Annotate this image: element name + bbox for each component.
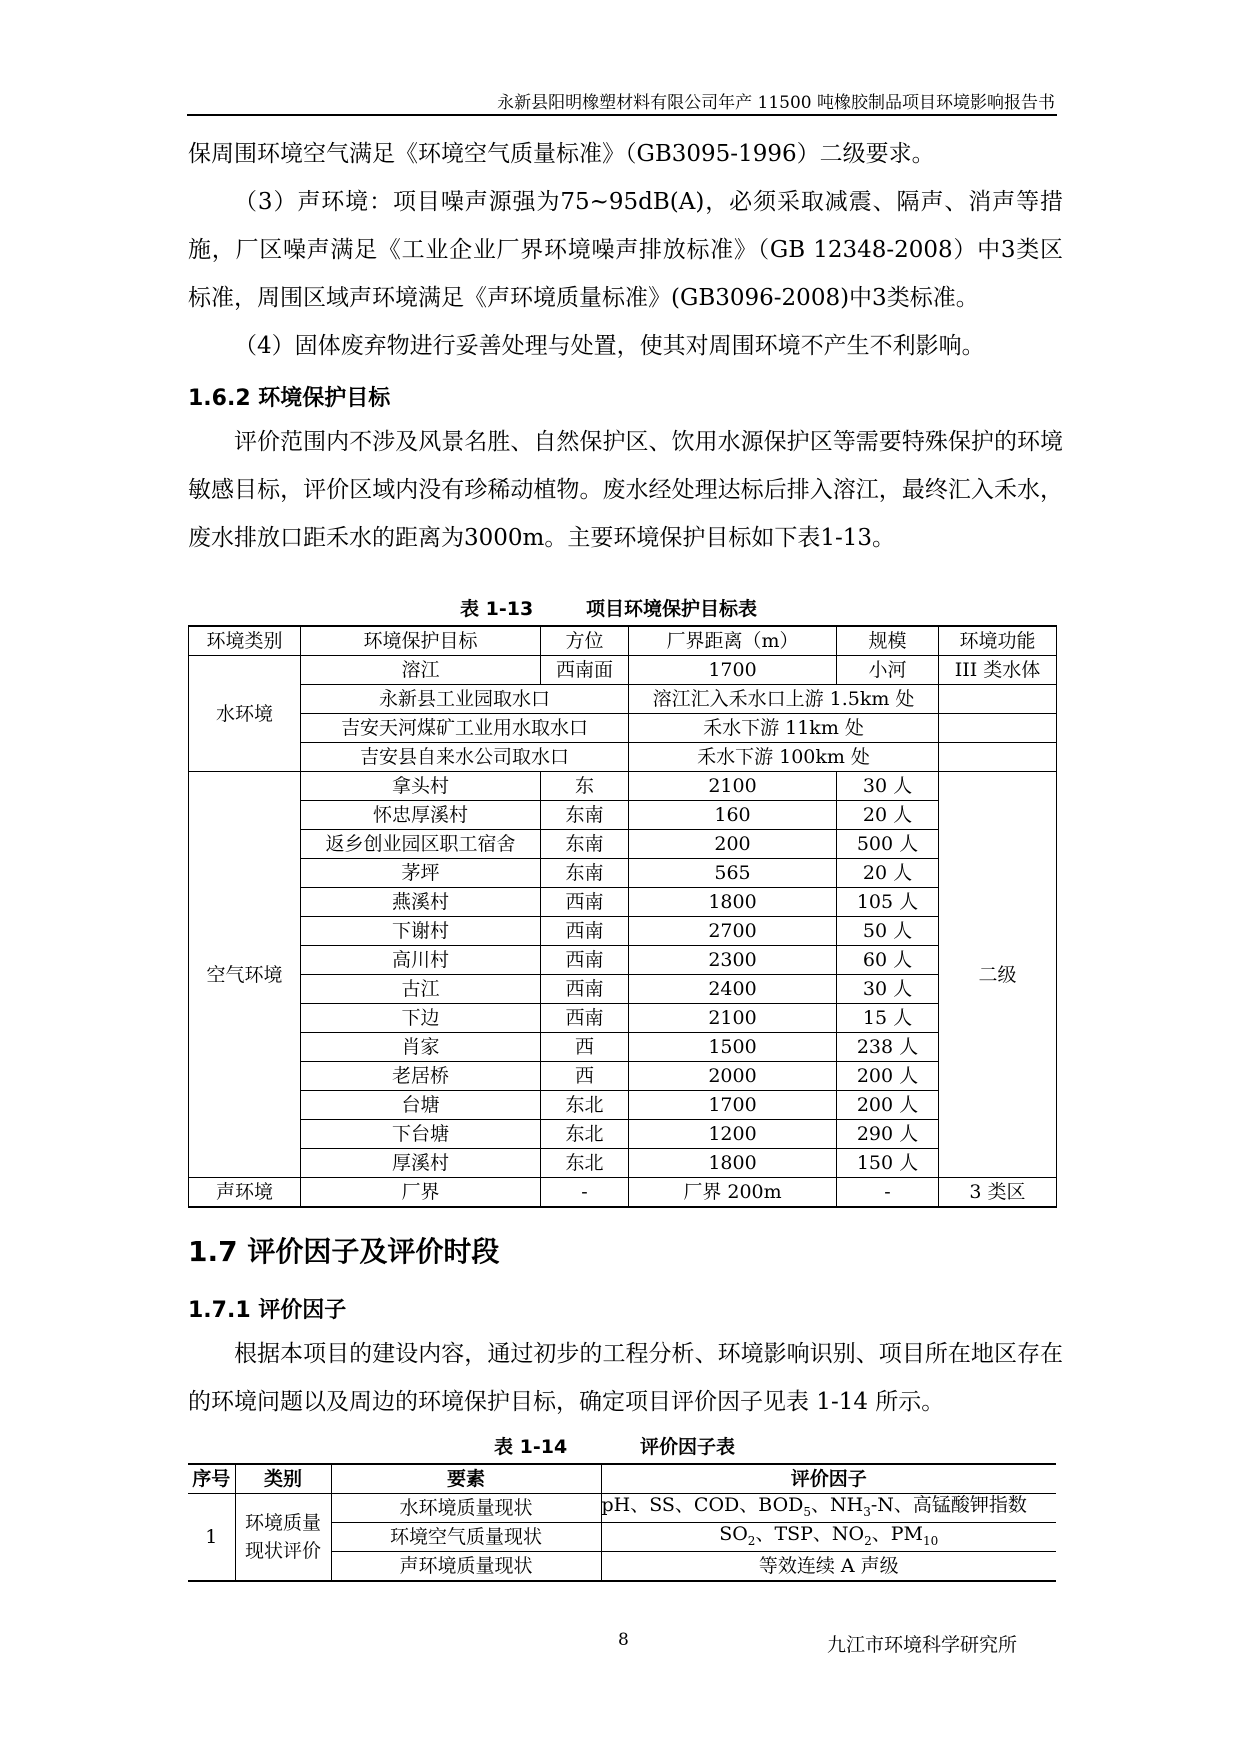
table-row (189, 801, 1057, 830)
table-row (189, 772, 1057, 801)
direction-cell: 东北 (541, 1120, 629, 1149)
function-cell: 3 类区 (939, 1178, 1057, 1208)
table-row (189, 1033, 1057, 1062)
table-14-number: 表 1-14 (494, 1436, 568, 1458)
table-header-row (188, 1464, 1056, 1494)
paragraph-noise: （3）声环境：项目噪声源强为75~95dB(A)，必须采取减震、隔声、消声等措施，厂区噪声满足《工业企业厂界环境噪声排放标准》（GB 12348-2008）中3类区标准，周围区域声环境满足《声环境质量标准》(GB3096-2008)中3类标准。 (188, 189, 1063, 311)
target-cell: 吉安天河煤矿工业用水取水口 (301, 714, 629, 743)
header-cell: 规模 (837, 626, 939, 656)
scale-cell: - (837, 1178, 939, 1208)
element-cell: 水环境质量现状 (331, 1494, 601, 1523)
target-cell: 吉安县自来水公司取水口 (301, 743, 629, 772)
table-header-row (189, 626, 1057, 656)
scale-cell: 60 人 (837, 946, 939, 975)
running-header: 永新县阳明橡塑材料有限公司年产 11500 吨橡胶制品项目环境影响报告书 (497, 93, 1055, 113)
category-line: 现状评价 (244, 1540, 321, 1562)
category-cell: 声环境 (189, 1178, 301, 1208)
distance-cell: 1700 (629, 656, 837, 685)
distance-cell: 1800 (629, 1149, 837, 1178)
direction-cell: - (541, 1178, 629, 1208)
header-cell: 环境功能 (939, 626, 1057, 656)
table-row (189, 946, 1057, 975)
header-cell: 环境类别 (189, 626, 301, 656)
target-cell: 厚溪村 (301, 1149, 541, 1178)
factor-subscript: 3 (863, 1504, 871, 1519)
target-cell: 高川村 (301, 946, 541, 975)
category-line: 环境质量 (244, 1512, 321, 1534)
paragraph-protection-targets: 评价范围内不涉及风景名胜、自然保护区、饮用水源保护区等需要特殊保护的环境敏感目标，评价区域内没有珍稀动植物。废水经处理达标后排入溶江，最终汇入禾水，废水排放口距禾水的距离为3000m。主要环境保护目标如下表1-13。 (188, 429, 1063, 551)
factor-cell: 等效连续 A 声级 (601, 1552, 1056, 1582)
direction-cell: 东北 (541, 1091, 629, 1120)
direction-cell: 西 (541, 1033, 629, 1062)
element-cell: 声环境质量现状 (331, 1552, 601, 1582)
direction-cell: 西南 (541, 946, 629, 975)
factor-subscript: 2 (747, 1533, 756, 1548)
table-row (189, 1091, 1057, 1120)
direction-cell: 西南 (541, 917, 629, 946)
direction-cell: 西南 (541, 1004, 629, 1033)
direction-cell: 东南 (541, 801, 629, 830)
function-cell: 二级 (939, 772, 1057, 1178)
distance-cell: 2100 (629, 772, 837, 801)
distance-cell: 1200 (629, 1120, 837, 1149)
scale-cell: 30 人 (837, 975, 939, 1004)
table-13-title: 项目环境保护目标表 (586, 598, 758, 620)
target-cell: 永新县工业园取水口 (301, 685, 629, 714)
direction-cell: 西南面 (541, 656, 629, 685)
number-cell: 1 (188, 1494, 235, 1582)
heading-1-7-1: 1.7.1 评价因子 (188, 1298, 347, 1323)
page-number: 8 (618, 1630, 629, 1650)
factor-cell (601, 1494, 1056, 1523)
table-row (189, 1120, 1057, 1149)
target-cell: 返乡创业园区职工宿舍 (301, 830, 541, 859)
scale-cell: 20 人 (837, 801, 939, 830)
header-cell: 评价因子 (601, 1464, 1056, 1494)
table-row (189, 1149, 1057, 1178)
scale-cell: 150 人 (837, 1149, 939, 1178)
function-cell (939, 743, 1057, 772)
direction-cell: 西南 (541, 975, 629, 1004)
distance-cell: 2700 (629, 917, 837, 946)
target-cell: 拿头村 (301, 772, 541, 801)
element-cell: 环境空气质量现状 (331, 1523, 601, 1552)
distance-cell: 1500 (629, 1033, 837, 1062)
scale-cell: 238 人 (837, 1033, 939, 1062)
direction-cell: 东南 (541, 859, 629, 888)
scale-cell: 200 人 (837, 1091, 939, 1120)
table-row (188, 1494, 1056, 1523)
distance-cell: 2400 (629, 975, 837, 1004)
category-cell (235, 1494, 331, 1582)
scale-cell: 50 人 (837, 917, 939, 946)
table-row (189, 743, 1057, 772)
target-cell: 下谢村 (301, 917, 541, 946)
factor-text: pH、SS、COD、BOD (601, 1493, 804, 1516)
distance-cell: 2300 (629, 946, 837, 975)
scale-cell: 200 人 (837, 1062, 939, 1091)
table-14-title: 评价因子表 (640, 1436, 736, 1458)
table-row (189, 656, 1057, 685)
function-cell (939, 714, 1057, 743)
target-cell: 下台塘 (301, 1120, 541, 1149)
distance-cell: 2100 (629, 1004, 837, 1033)
target-cell: 台塘 (301, 1091, 541, 1120)
distance-cell: 160 (629, 801, 837, 830)
target-cell: 古江 (301, 975, 541, 1004)
distance-cell: 1700 (629, 1091, 837, 1120)
table-row (189, 714, 1057, 743)
factor-text: 、TSP、NO (755, 1522, 865, 1545)
factor-text: -N、高锰酸钾指数 (870, 1493, 1027, 1516)
function-cell (939, 685, 1057, 714)
header-rule (187, 114, 1057, 116)
scale-cell: 500 人 (837, 830, 939, 859)
distance-cell: 1800 (629, 888, 837, 917)
scale-cell: 小河 (837, 656, 939, 685)
header-cell: 序号 (188, 1464, 235, 1494)
header-cell: 要素 (331, 1464, 601, 1494)
distance-cell: 2000 (629, 1062, 837, 1091)
scale-cell: 105 人 (837, 888, 939, 917)
target-cell: 燕溪村 (301, 888, 541, 917)
function-cell: III 类水体 (939, 656, 1057, 685)
scale-cell: 30 人 (837, 772, 939, 801)
scale-cell: 290 人 (837, 1120, 939, 1149)
footer-organization: 九江市环境科学研究所 (827, 1634, 1018, 1656)
factor-text: 、PM (871, 1522, 924, 1545)
table-row (189, 1062, 1057, 1091)
distance-cell: 厂界 200m (629, 1178, 837, 1208)
factor-text: 、NH (811, 1493, 864, 1516)
target-cell: 老居桥 (301, 1062, 541, 1091)
table-row (189, 1004, 1057, 1033)
factor-subscript: 10 (923, 1533, 939, 1548)
table-row (189, 975, 1057, 1004)
target-cell: 怀忠厚溪村 (301, 801, 541, 830)
location-cell: 溶江汇入禾水口上游 1.5km 处 (629, 685, 939, 714)
direction-cell: 西南 (541, 888, 629, 917)
paragraph-solid-waste: （4）固体废弃物进行妥善处理与处置，使其对周围环境不产生不利影响。 (234, 333, 985, 359)
location-cell: 禾水下游 100km 处 (629, 743, 939, 772)
table-row (189, 685, 1057, 714)
header-cell: 方位 (541, 626, 629, 656)
table-row (189, 888, 1057, 917)
scale-cell: 15 人 (837, 1004, 939, 1033)
table-row (189, 859, 1057, 888)
factor-subscript: 5 (803, 1504, 812, 1519)
direction-cell: 西 (541, 1062, 629, 1091)
paragraph-air-standard: 保周围环境空气满足《环境空气质量标准》（GB3095-1996）二级要求。 (188, 141, 935, 167)
paragraph-evaluation-factors: 根据本项目的建设内容，通过初步的工程分析、环境影响识别、项目所在地区存在的环境问题以及周边的环境保护目标，确定项目评价因子见表 1-14 所示。 (188, 1341, 1063, 1415)
direction-cell: 东北 (541, 1149, 629, 1178)
evaluation-factors-table (188, 1463, 1056, 1582)
table-row (189, 917, 1057, 946)
location-cell: 禾水下游 11km 处 (629, 714, 939, 743)
factor-text: SO (719, 1522, 748, 1545)
scale-cell: 20 人 (837, 859, 939, 888)
header-cell: 厂界距离（m） (629, 626, 837, 656)
heading-1-7: 1.7 评价因子及评价时段 (188, 1235, 500, 1268)
target-cell: 茅坪 (301, 859, 541, 888)
factor-subscript: 2 (864, 1533, 872, 1548)
distance-cell: 565 (629, 859, 837, 888)
table-row (189, 830, 1057, 859)
direction-cell: 东南 (541, 830, 629, 859)
target-cell: 溶江 (301, 656, 541, 685)
table-row (189, 1178, 1057, 1208)
target-cell: 下边 (301, 1004, 541, 1033)
category-cell: 水环境 (189, 656, 301, 772)
heading-1-6-2: 1.6.2 环境保护目标 (188, 386, 391, 411)
header-cell: 环境保护目标 (301, 626, 541, 656)
factor-cell (601, 1523, 1056, 1552)
target-cell: 厂界 (301, 1178, 541, 1208)
table-13-number: 表 1-13 (460, 598, 534, 620)
direction-cell: 东 (541, 772, 629, 801)
category-cell: 空气环境 (189, 772, 301, 1178)
target-cell: 肖家 (301, 1033, 541, 1062)
distance-cell: 200 (629, 830, 837, 859)
protection-targets-table (188, 625, 1057, 1208)
header-cell: 类别 (235, 1464, 331, 1494)
